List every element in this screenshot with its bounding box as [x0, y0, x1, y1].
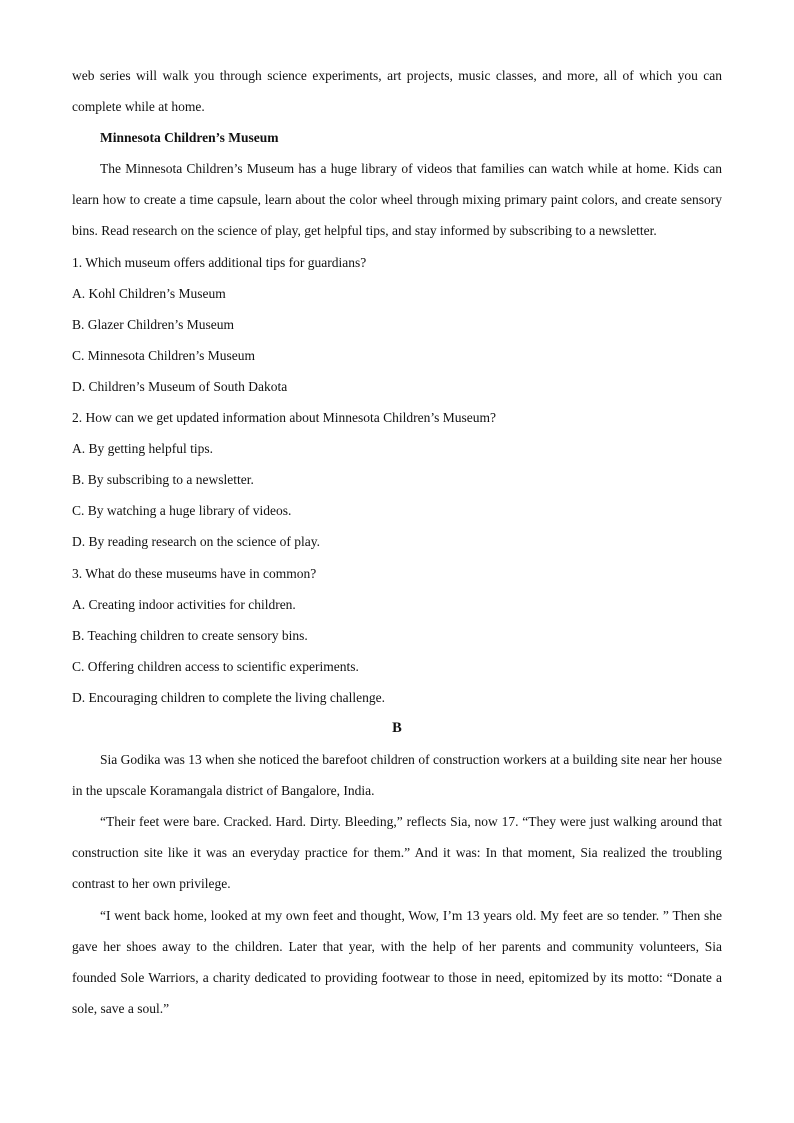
question-stem: 1. Which museum offers additional tips for guardians?	[72, 254, 367, 270]
document-page	[72, 60, 722, 1024]
answer-option: D. Children’s Museum of South Dakota	[72, 378, 288, 394]
intro-tail-paragraph: web series will walk you through science experiments, art projects, music classes, and more, all of which you can complete while at home.	[72, 68, 722, 115]
answer-option: B. Glazer Children’s Museum	[72, 316, 234, 332]
answer-option: B. By subscribing to a newsletter.	[72, 472, 254, 488]
question-stem: 2. How can we get updated information about Minnesota Children’s Museum?	[72, 410, 497, 426]
answer-option: B. Teaching children to create sensory bins.	[72, 627, 308, 643]
section-b-title: B	[392, 719, 402, 736]
question-3	[72, 558, 722, 713]
answer-option: C. Minnesota Children’s Museum	[72, 347, 255, 363]
section-b-paragraph: Sia Godika was 13 when she noticed the barefoot children of construction workers at a building site near her house in the upscale Koramangala district of Bangalore, India.	[72, 752, 722, 799]
answer-option: A. By getting helpful tips.	[72, 441, 213, 457]
question-1	[72, 247, 722, 402]
section-b-paragraph: “I went back home, looked at my own feet and thought, Wow, I’m 13 years old. My feet are so tender. ” Then she gave her shoes away to the children. Later that year, with the help of her parents and community volunteers, Sia founded Sole Warriors, a charity dedicated to providing footwear to those in need, epitomized by its motto: “Donate a sole, save a soul.”	[72, 907, 722, 1016]
section-b-paragraph: “Their feet were bare. Cracked. Hard. Dirty. Bleeding,” reflects Sia, now 17. “They were just walking around that construction site like it was an everyday practice for them.” And it was: In that moment, Sia realized the troubling contrast to her own privilege.	[72, 814, 722, 892]
answer-option: A. Creating indoor activities for children.	[72, 596, 296, 612]
minnesota-heading: Minnesota Children’s Museum	[100, 130, 279, 146]
answer-option: D. By reading research on the science of play.	[72, 534, 321, 550]
answer-option: D. Encouraging children to complete the living challenge.	[72, 689, 386, 705]
answer-option: C. By watching a huge library of videos.	[72, 503, 292, 519]
answer-option: C. Offering children access to scientific experiments.	[72, 658, 359, 674]
question-stem: 3. What do these museums have in common?	[72, 565, 317, 581]
answer-option: A. Kohl Children’s Museum	[72, 285, 226, 301]
minnesota-paragraph: The Minnesota Children’s Museum has a huge library of videos that families can watch while at home. Kids can learn how to create a time capsule, learn about the color wheel through mixing primary paint colors, and create sensory bins. Read research on the science of play, get helpful tips, and stay informed by subscribing to a newsletter.	[72, 161, 722, 239]
question-2	[72, 402, 722, 557]
